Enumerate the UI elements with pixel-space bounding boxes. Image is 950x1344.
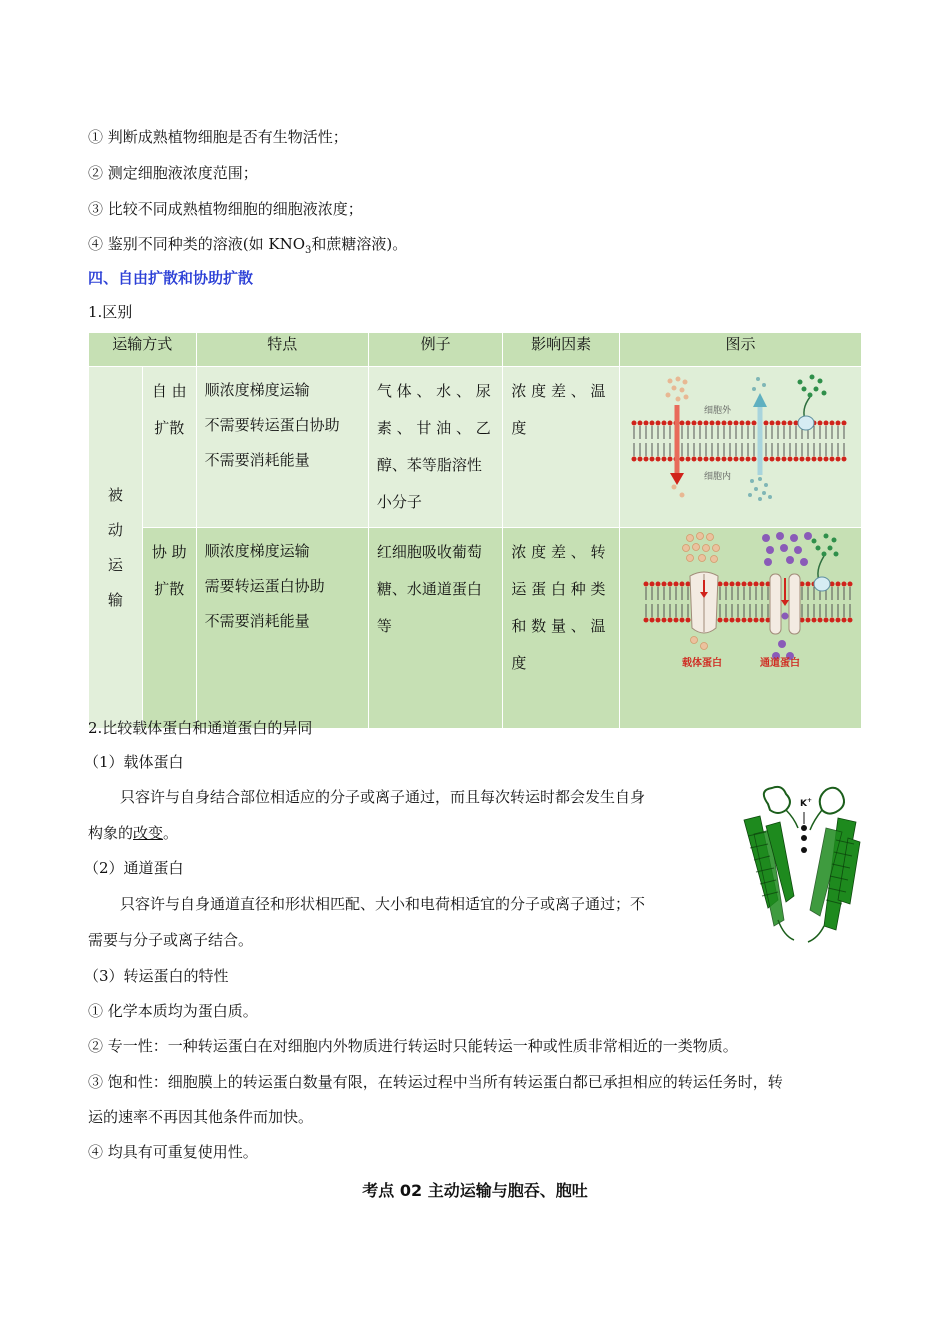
table-header-row	[89, 333, 862, 367]
text-span: 构象的	[88, 824, 134, 842]
row-name-text: 协 助	[151, 543, 187, 561]
examples-cell	[368, 367, 503, 528]
paragraph-title: （2）通道蛋白	[84, 859, 184, 877]
feature-text: 不需要消耗能量	[204, 451, 310, 469]
feature-text: 需要转运蛋白协助	[204, 577, 325, 595]
feature-text: 不需要转运蛋白协助	[204, 416, 340, 434]
paragraph-text: 只容许与自身结合部位相适应的分子或离子通过，而且每次转运时都会发生自身	[120, 788, 646, 806]
group-label-char: 运	[107, 555, 123, 574]
membrane	[631, 421, 846, 462]
carrier-protein-label: 载体蛋白	[681, 658, 722, 669]
table-row	[89, 528, 862, 729]
example-text: 糖、水通道蛋白	[376, 580, 482, 598]
row-name-cell	[142, 367, 196, 528]
factor-text: 浓 度 差 、 温	[511, 382, 606, 400]
list-item: ② 专一性：一种转运蛋白在对细胞内外物质进行转运时只能转运一种或性质非常相近的一类物质。	[88, 1037, 738, 1055]
example-text: 气 体 、 水 、 尿	[376, 382, 491, 400]
text-span: 。	[163, 824, 179, 842]
underlined-term: 改变	[133, 824, 164, 842]
glycoprotein	[811, 534, 838, 592]
list-item: ④ 均具有可重复使用性。	[88, 1143, 258, 1161]
molecule-dots-outside	[665, 377, 688, 402]
list-item: ③ 饱和性：细胞膜上的转运蛋白数量有限，在转运过程中当所有转运蛋白都已承担相应的转运任务时，转	[88, 1073, 783, 1091]
factor-text: 浓 度 差 、 转	[511, 543, 606, 561]
subsection-title: 1.区别	[88, 303, 133, 321]
glycoprotein	[797, 375, 826, 431]
header-cell: 运输方式	[89, 333, 197, 367]
row-name-text: 扩散	[154, 580, 185, 598]
diagram-cell	[619, 528, 861, 729]
header-cell: 例子	[368, 333, 503, 367]
list-item-text: ④ 鉴别不同种类的溶液(如 KNO	[88, 235, 306, 253]
group-label-char: 被	[107, 485, 123, 504]
list-item: 运的速率不再因其他条件而加快。	[88, 1108, 314, 1126]
example-text: 醇、苯等脂溶性	[376, 456, 482, 474]
potassium-label	[800, 797, 812, 809]
features-cell	[196, 367, 368, 528]
molecule-dots-inside	[671, 485, 684, 498]
carrier-protein	[690, 572, 718, 633]
down-arrow-head	[670, 473, 684, 485]
example-text: 素 、 甘 油 、 乙	[376, 419, 491, 437]
paragraph-text	[88, 823, 178, 843]
example-text: 小分子	[376, 493, 422, 511]
paragraph-text: 只容许与自身通道直径和形状相匹配、大小和电荷相适宜的分子或离子通过；不	[120, 895, 646, 913]
potassium-label-text: K	[800, 799, 807, 809]
section-heading: 四、自由扩散和协助扩散	[88, 269, 254, 287]
feature-text: 顺浓度梯度运输	[204, 542, 310, 560]
factors-cell	[503, 367, 620, 528]
comparison-table	[88, 332, 862, 729]
section-title: 考点 02 主动运输与胞吞、胞吐	[362, 1181, 588, 1200]
group-label-cell	[89, 367, 143, 729]
ion-sites	[801, 825, 807, 853]
list-item: ① 化学本质均为蛋白质。	[88, 1002, 258, 1020]
outside-label: 细胞外	[703, 406, 731, 416]
list-item	[88, 234, 407, 261]
example-text: 等	[376, 617, 392, 635]
group-label-char: 动	[107, 520, 123, 539]
group-label-char: 输	[107, 590, 123, 609]
row-name-cell	[142, 528, 196, 729]
paragraph-title: （1）载体蛋白	[84, 753, 184, 771]
feature-text: 不需要消耗能量	[204, 612, 310, 630]
potassium-channel-structure-image	[738, 780, 864, 950]
potassium-label-sup: +	[806, 797, 813, 804]
paragraph-text: 需要与分子或离子结合。	[88, 931, 254, 949]
channel-protein-label: 通道蛋白	[759, 658, 800, 669]
list-item: ③ 比较不同成熟植物细胞的细胞液浓度；	[88, 200, 363, 218]
diagram-cell	[619, 367, 861, 528]
up-arrow-head	[753, 393, 767, 407]
list-item-text: 和蔗糖溶液)。	[311, 235, 408, 253]
features-cell	[196, 528, 368, 729]
factor-text: 度	[511, 654, 527, 672]
table-row	[89, 367, 862, 528]
header-cell: 特点	[196, 333, 368, 367]
list-item: ② 测定细胞液浓度范围；	[88, 164, 258, 182]
facilitated-diffusion-diagram	[620, 528, 861, 724]
inside-label: 细胞内	[703, 472, 731, 482]
header-cell: 影响因素	[503, 333, 620, 367]
row-name-text: 扩散	[154, 419, 185, 437]
paragraph-title: （3）转运蛋白的特性	[84, 967, 229, 985]
list-item: ① 判断成熟植物细胞是否有生物活性；	[88, 128, 348, 146]
examples-cell	[368, 528, 503, 729]
channel-protein	[770, 574, 800, 634]
example-text: 红细胞吸收葡萄	[376, 543, 482, 561]
subsection-title: 2.比较载体蛋白和通道蛋白的异同	[88, 719, 313, 737]
subscript: 3	[305, 245, 312, 256]
feature-text: 顺浓度梯度运输	[204, 381, 310, 399]
factors-cell	[503, 528, 620, 729]
header-cell: 图示	[619, 333, 861, 367]
factor-text: 运 蛋 白 种 类	[511, 580, 606, 598]
free-diffusion-diagram	[620, 367, 861, 515]
row-name-text: 自 由	[151, 382, 187, 400]
factor-text: 度	[511, 419, 527, 437]
factor-text: 和 数 量 、 温	[511, 617, 606, 635]
